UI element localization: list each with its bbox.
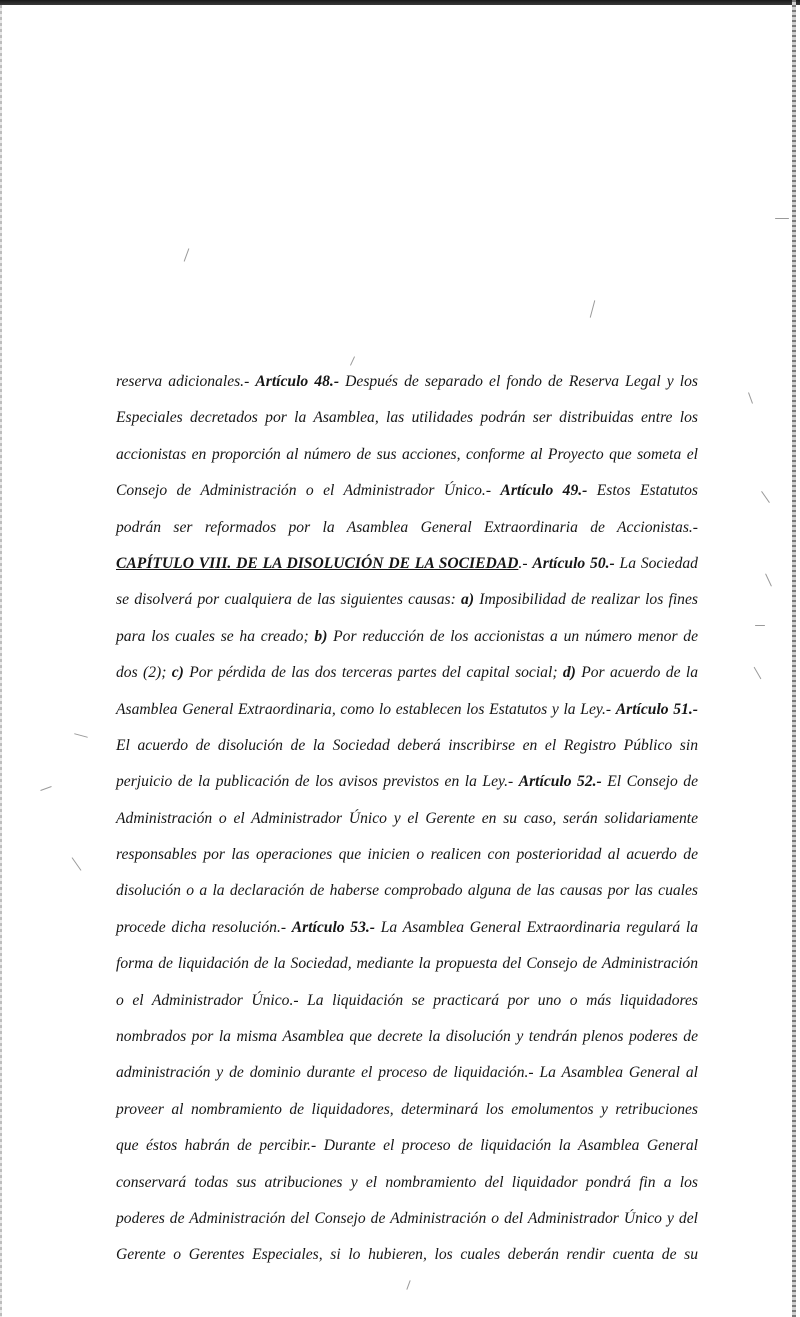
text-line (116, 400, 698, 436)
scan-speck (40, 786, 52, 791)
text-line (116, 692, 698, 728)
text-segment: La Asamblea General Extraordinaria regulará la (375, 918, 698, 936)
text-segment: reserva adicionales.- (116, 373, 256, 390)
scan-speck (74, 733, 88, 738)
text-segment: o el Administrador Único.- La liquidación se practicará por uno o más liquidadores (116, 991, 698, 1009)
text-segment: La Sociedad (614, 554, 698, 572)
text-segment: Por acuerdo de la (575, 664, 698, 682)
scan-speck (72, 857, 82, 871)
text-segment: para los cuales se ha creado; (116, 627, 315, 645)
article-label: Artículo 52.- (518, 773, 602, 791)
article-label: c) (171, 664, 184, 682)
document-body-text (116, 364, 698, 1274)
text-segment: Por reducción de los accionistas a un número menor de (327, 627, 699, 645)
text-segment: conservará todas sus atribuciones y el nombramiento del liquidador pondrá fin a los (116, 1173, 698, 1191)
text-segment: Especiales decretados por la Asamblea, las utilidades podrán ser distribuidas entre los (116, 409, 698, 427)
text-line (116, 946, 698, 982)
text-segment: El Consejo de (601, 773, 698, 791)
text-segment: El acuerdo de disolución de la Sociedad deberá inscribirse en el Registro Público sin (116, 736, 698, 754)
text-line (116, 364, 698, 400)
text-segment: se disolverá por cualquiera de las siguientes causas: (116, 591, 462, 609)
text-segment: .- (518, 554, 533, 572)
text-segment: dos (2); (116, 664, 172, 682)
scan-speck (748, 392, 753, 404)
scan-speck (775, 218, 789, 219)
text-segment: Por pérdida de las dos terceras partes del capital social; (183, 664, 563, 682)
scan-left-edge (0, 5, 2, 1317)
text-segment: disolución o a la declaración de haberse comprobado alguna de las causas por las cuales (116, 882, 698, 900)
scan-speck (406, 1280, 410, 1290)
text-line (116, 1092, 698, 1128)
scan-speck (184, 248, 190, 261)
text-segment: podrán ser reformados por la Asamblea General Extraordinaria de Accionistas.- (116, 518, 698, 536)
chapter-heading: CAPÍTULO VIII. DE LA DISOLUCIÓN DE LA SOCIEDAD (116, 554, 519, 572)
text-segment: que éstos habrán de percibir.- Durante el proceso de liquidación la Asamblea General (116, 1137, 698, 1155)
scan-speck (761, 491, 770, 503)
text-line (116, 1237, 698, 1273)
text-segment: accionistas en proporción al número de sus acciones, conforme al Proyecto que someta el (116, 445, 698, 463)
text-line (116, 1019, 698, 1055)
text-segment: Administración o el Administrador Único y el Gerente en su caso, serán solidariamente (116, 809, 698, 827)
text-line (116, 837, 698, 873)
text-segment: Gerente o Gerentes Especiales, si lo hubieren, los cuales deberán rendir cuenta de su (116, 1246, 698, 1264)
text-segment: procede dicha resolución.- (116, 918, 292, 936)
text-segment: Consejo de Administración o el Administrador Único.- (116, 482, 501, 500)
article-label: Artículo 48.- (255, 373, 340, 390)
text-segment: responsables por las operaciones que inicien o realicen con posterioridad al acuerdo de (116, 846, 698, 864)
text-line (116, 728, 698, 764)
scan-speck (754, 667, 762, 680)
text-segment: poderes de Administración del Consejo de Administración o del Administrador Único y del (116, 1209, 698, 1227)
article-label: Artículo 53.- (291, 918, 375, 936)
text-segment: administración y de dominio durante el proceso de liquidación.- La Asamblea General al (116, 1064, 698, 1082)
text-line (116, 1055, 698, 1091)
article-label: d) (562, 664, 576, 682)
text-line (116, 655, 698, 691)
text-line (116, 910, 698, 946)
text-line (116, 873, 698, 909)
article-label: Artículo 50.- (532, 554, 615, 572)
scan-top-border (0, 0, 800, 5)
text-segment: Estos Estatutos (587, 482, 698, 500)
text-line (116, 582, 698, 618)
scan-right-edge (792, 0, 796, 1317)
text-line (116, 619, 698, 655)
text-line (116, 1201, 698, 1237)
text-line (116, 510, 698, 546)
text-segment: Después de separado el fondo de Reserva Legal y los (339, 373, 698, 390)
text-line (116, 473, 698, 509)
text-segment: Imposibilidad de realizar los fines (474, 591, 698, 609)
text-line (116, 801, 698, 837)
text-line (116, 983, 698, 1019)
text-line (116, 1128, 698, 1164)
article-label: b) (314, 627, 328, 645)
text-segment: Asamblea General Extraordinaria, como lo establecen los Estatutos y la Ley.- (116, 700, 616, 718)
text-segment: perjuicio de la publicación de los avisos previstos en la Ley.- (116, 773, 519, 791)
text-line (116, 437, 698, 473)
article-label: Artículo 49.- (500, 482, 588, 500)
scan-speck (755, 625, 765, 626)
text-line (116, 1165, 698, 1201)
text-segment: forma de liquidación de la Sociedad, mediante la propuesta del Consejo de Administración (116, 955, 698, 973)
text-segment: proveer al nombramiento de liquidadores, determinará los emolumentos y retribuciones (116, 1100, 698, 1118)
text-line (116, 764, 698, 800)
text-segment: nombrados por la misma Asamblea que decrete la disolución y tendrán plenos poderes de (116, 1028, 698, 1046)
scan-speck (590, 300, 596, 318)
article-label: Artículo 51.- (615, 700, 698, 718)
article-label: a) (461, 591, 475, 609)
scan-speck (765, 573, 772, 586)
text-line (116, 546, 698, 582)
